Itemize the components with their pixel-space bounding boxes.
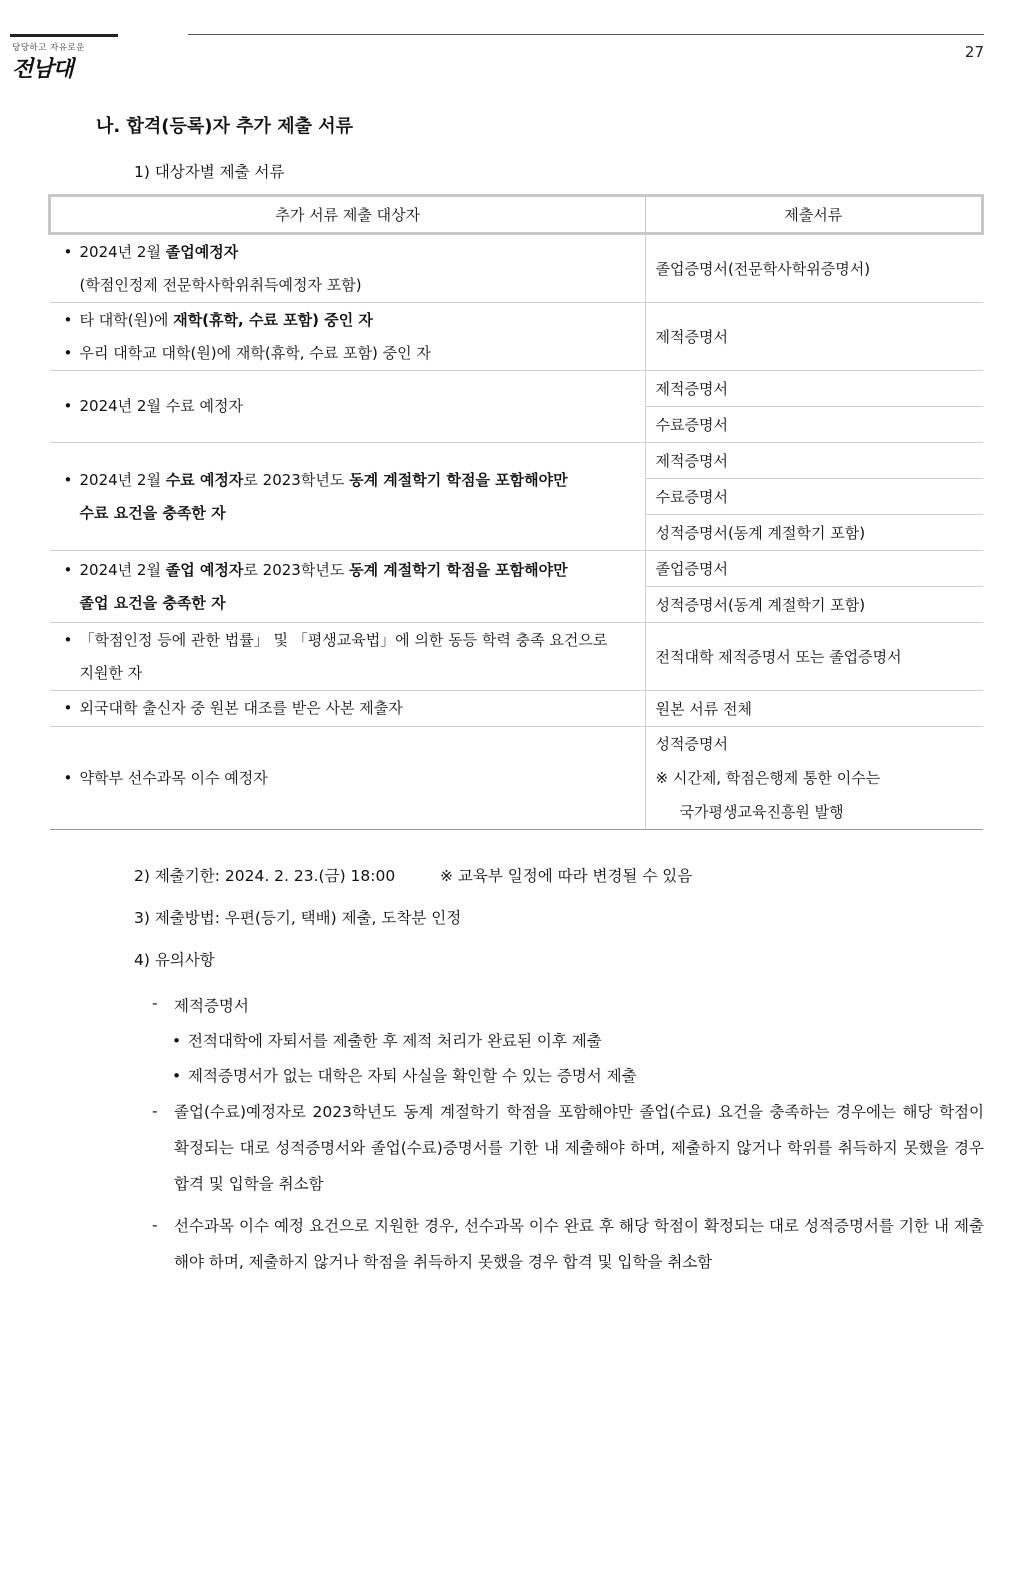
target-text: 졸업예정자 [165, 242, 239, 261]
bullet-line [60, 337, 635, 370]
table-row [50, 443, 983, 479]
target-cell [50, 443, 646, 551]
table-header-row [50, 196, 983, 234]
target-text: 타 대학(원)에 [79, 310, 174, 329]
logo-bar [10, 34, 118, 37]
bullet-line [60, 236, 635, 269]
target-text: 재학(휴학, 수료 포함) 중인 자 [173, 310, 373, 329]
document-cell [645, 371, 983, 407]
note-prerequisite: 선수과목 이수 예정 요건으로 지원한 경우, 선수과목 이수 완료 후 해당 학점이 확정되는 대로 성적증명서를 기한 내 제출해야 하며, 제출하지 않거나 학점을 취득하지 못했을 경우 합격 및 입학을 취소함 [174, 1217, 984, 1271]
continuation-line [60, 497, 635, 530]
dash-marker: - [152, 1216, 158, 1234]
target-text: 졸업 예정자 [165, 560, 244, 579]
document-cell [645, 691, 983, 727]
document-name: 졸업증명서 [655, 559, 728, 578]
continuation-line [60, 587, 635, 620]
target-text: 2024년 2월 [79, 470, 166, 489]
document-cell [645, 587, 983, 623]
bullet-line [60, 624, 635, 657]
header-target: 추가 서류 제출 대상자 [50, 196, 646, 234]
document-name: 원본 서류 전체 [655, 699, 752, 718]
dash-marker: - [152, 1102, 158, 1120]
document-name: 졸업증명서(전문학사학위증명서) [655, 259, 871, 278]
note-seasonal-credits: 졸업(수료)예정자로 2023학년도 동계 계절학기 학점을 포함해야만 졸업(수료) 요건을 충족하는 경우에는 해당 학점이 확정되는 대로 성적증명서와 졸업(수료)증명서를 기한 내 제출해야 하며, 제출하지 않거나 학위를 취득하지 못했을 경우 합격 및 입학을 취소함 [174, 1103, 984, 1193]
document-cell [645, 443, 983, 479]
deadline-note: ※ 교육부 일정에 따라 변경될 수 있음 [440, 867, 693, 885]
target-text: 동계 계절학기 학점을 포함해야만 [349, 470, 568, 489]
method-text: 3) 제출방법: 우편(등기, 택배) 제출, 도착분 인정 [134, 909, 462, 927]
bullet-line [60, 762, 635, 795]
document-cell [645, 407, 983, 443]
table-body [50, 234, 983, 830]
bullet-line [60, 390, 635, 423]
section-title: 나. 합격(등록)자 추가 제출 서류 [96, 116, 354, 137]
target-text: 2024년 2월 [79, 560, 166, 579]
target-text: 우리 대학교 대학(원)에 재학(휴학, 수료 포함) 중인 자 [79, 343, 431, 362]
target-text: 동계 계절학기 학점을 포함해야만 [349, 560, 568, 579]
target-cell [50, 371, 646, 443]
table-row [50, 727, 983, 830]
continuation-line [60, 269, 635, 302]
bullet-line [60, 464, 635, 497]
target-text: 외국대학 출신자 중 원본 대조를 받은 사본 제출자 [79, 699, 403, 717]
document-name: 제적증명서 [655, 327, 728, 346]
dash-marker: - [152, 994, 158, 1012]
target-cell [50, 727, 646, 830]
target-text: 2024년 2월 [79, 242, 166, 261]
header-rule [188, 34, 984, 35]
target-text: 로 2023학년도 [243, 560, 350, 579]
target-text: 수료 요건을 충족한 자 [79, 503, 226, 522]
university-logo: 전남대 [12, 57, 73, 82]
target-cell [50, 234, 646, 303]
target-cell [50, 551, 646, 623]
target-text: 약학부 선수과목 이수 예정자 [79, 768, 268, 787]
document-cell [645, 551, 983, 587]
table-row [50, 234, 983, 303]
target-cell [50, 623, 646, 691]
note-withdrawal-title: 제적증명서 [174, 997, 249, 1015]
document-cell [645, 727, 983, 830]
logo-slogan: 당당하고 자유로운 [12, 43, 85, 53]
target-cell [50, 691, 646, 727]
table-row [50, 551, 983, 587]
target-cell [50, 303, 646, 371]
document-name: 성적증명서 [655, 735, 728, 753]
target-text: 졸업 요건을 충족한 자 [79, 593, 226, 612]
page-number: 27 [964, 43, 984, 61]
documents-table [48, 194, 984, 830]
document-cell [645, 623, 983, 691]
document-cell [645, 234, 983, 303]
document-cell [645, 515, 983, 551]
document-name: 수료증명서 [655, 415, 728, 434]
header-documents: 제출서류 [645, 196, 983, 234]
table-row [50, 691, 983, 727]
subsection-title: 1) 대상자별 제출 서류 [134, 163, 285, 181]
document-name: 전적대학 제적증명서 또는 졸업증명서 [655, 647, 902, 666]
deadline-text: 2) 제출기한: 2024. 2. 23.(금) 18:00 [134, 867, 396, 885]
document-name: 수료증명서 [655, 487, 728, 506]
document-name: 성적증명서(동계 계절학기 포함) [655, 523, 866, 542]
target-text: 지원한 자 [79, 663, 143, 682]
bullet-line [60, 554, 635, 587]
note-withdrawal-bullet: • 전적대학에 자퇴서를 제출한 후 제적 처리가 완료된 이후 제출 [172, 1029, 602, 1051]
target-text: (학점인정제 전문학사학위취득예정자 포함) [79, 275, 362, 294]
notes-title: 4) 유의사항 [134, 951, 215, 969]
document-name: 성적증명서(동계 계절학기 포함) [655, 595, 866, 614]
document-name: 제적증명서 [655, 379, 728, 398]
bullet-line [60, 304, 635, 337]
target-text: 수료 예정자 [165, 470, 244, 489]
target-text: 2024년 2월 수료 예정자 [79, 397, 243, 415]
note-withdrawal-bullet: • 제적증명서가 없는 대학은 자퇴 사실을 확인할 수 있는 증명서 제출 [172, 1064, 637, 1086]
table-row [50, 623, 983, 691]
bullet-line [60, 692, 635, 725]
table-row [50, 303, 983, 371]
continuation-line [60, 657, 635, 690]
document-note: ※ 시간제, 학점은행제 통한 이수는 [655, 769, 881, 787]
target-text: 로 2023학년도 [243, 470, 350, 489]
target-text: 「학점인정 등에 관한 법률」 및 「평생교육법」에 의한 동등 학력 충족 요건으로 [79, 630, 608, 649]
document-note: 국가평생교육진흥원 발행 [679, 803, 844, 821]
document-cell [645, 303, 983, 371]
document-name: 제적증명서 [655, 451, 728, 470]
table-row [50, 371, 983, 407]
document-cell [645, 479, 983, 515]
